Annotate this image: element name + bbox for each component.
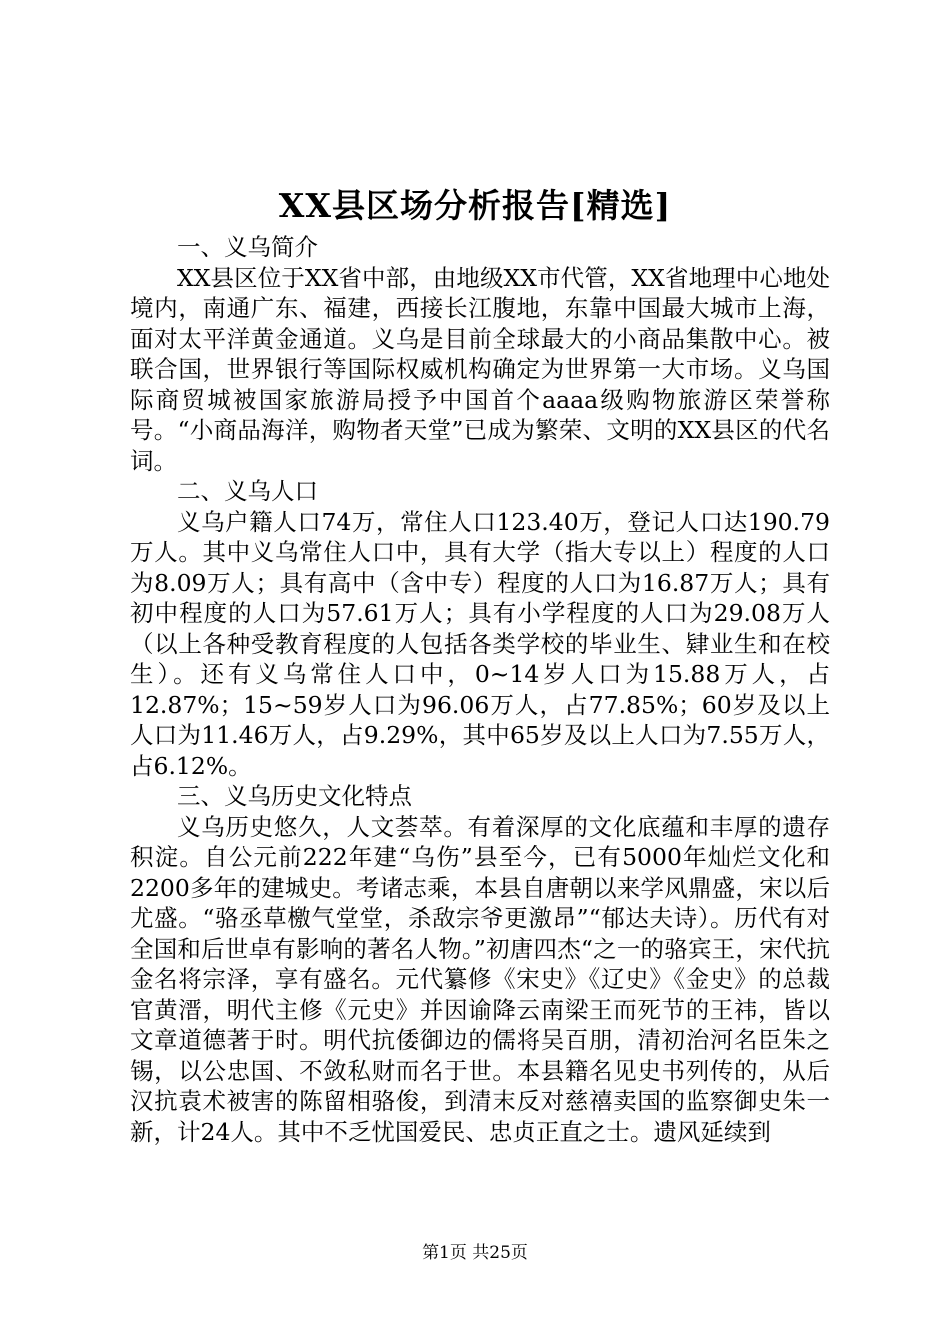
document-title: XX县区场分析报告[精选] <box>278 186 672 225</box>
section-heading-history: 三、义乌历史文化特点 <box>177 782 412 810</box>
page-number-footer: 第1页 共25页 <box>422 1243 528 1263</box>
section-paragraph-history: 义乌历史悠久，人文荟萃。有着深厚的文化底蕴和丰厚的遗存积淀。自公元前222年建“乌伤”县至今，已有5000年灿烂文化和2200多年的建城史。考诸志乘，本县自唐朝以来学风鼎盛，宋以后尤盛。“骆丞草檄气堂堂，杀敌宗爷更激昂”“郁达夫诗）。历代有对全国和后世卓有影响的著名人物。”初唐四杰“之一的骆宾王，宋代抗金名将宗泽，享有盛名。元代纂修《宋史》《辽史》《金史》的总裁官黄溍，明代主修《元史》并因谕降云南梁王而死节的王祎，皆以文章道德著于时。明代抗倭御边的儒将吴百朋，清初治河名臣朱之锡，以公忠国、不敛私财而名于世。本县籍名见史书列传的，从后汉抗袁术被害的陈留相骆俊，到清末反对慈禧卖国的监察御史朱一新，计24人。其中不乏忧国爱民、忠贞正直之士。遗风延续到 <box>130 812 830 1146</box>
section-paragraph-population: 义乌户籍人口74万，常住人口123.40万，登记人口达190.79万人。其中义乌常住人口中，具有大学（指大专以上）程度的人口为8.09万人；具有高中（含中专）程度的人口为16.87万人；具有初中程度的人口为57.61万人；具有小学程度的人口为29.08万人（以上各种受教育程度的人包括各类学校的毕业生、肄业生和在校生）。还有义乌常住人口中，0~14岁人口为15.88万人，占12.87%；15~59岁人口为96.06万人，占77.85%；60岁及以上人口为11.46万人，占9.29%，其中65岁及以上人口为7.55万人，占6.12%。 <box>130 507 830 780</box>
section-heading-intro: 一、义乌简介 <box>177 233 318 261</box>
section-heading-population: 二、义乌人口 <box>177 477 318 505</box>
section-paragraph-intro: XX县区位于XX省中部，由地级XX市代管，XX省地理中心地处境内，南通广东、福建，西接长江腹地，东靠中国最大城市上海，面对太平洋黄金通道。义乌是目前全球最大的小商品集散中心。被联合国，世界银行等国际权威机构确定为世界第一大市场。义乌国际商贸城被国家旅游局授予中国首个aaaa级购物旅游区荣誉称号。“小商品海洋，购物者天堂”已成为繁荣、文明的XX县区的代名词。 <box>130 263 830 475</box>
document-body <box>130 232 830 1147</box>
